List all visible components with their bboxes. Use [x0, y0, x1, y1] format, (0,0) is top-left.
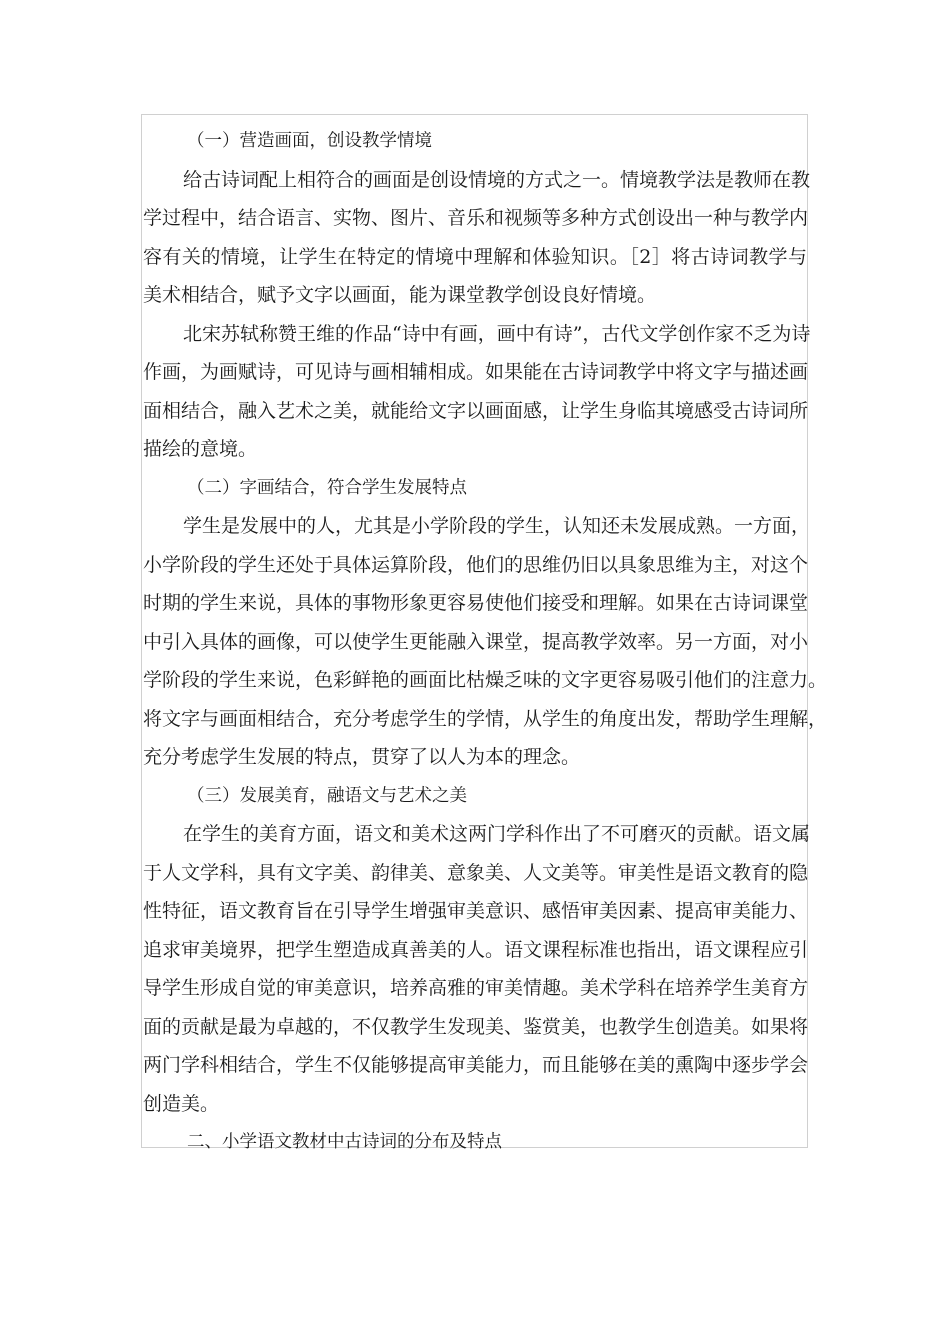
paragraph-4-line-4: 追求审美境界，把学生塑造成真善美的人。语文课程标准也指出，语文课程应引 [143, 938, 809, 961]
paragraph-3-line-4: 中引入具体的画像，可以使学生更能融入课堂，提高教学效率。另一方面，对小 [143, 630, 809, 653]
paragraph-4-line-5: 导学生形成自觉的审美意识，培养高雅的审美情趣。美术学科在培养学生美育方 [143, 977, 809, 999]
paragraph-3-line-5: 学阶段的学生来说，色彩鲜艳的画面比枯燥乏味的文字更容易吸引他们的注意力。 [143, 669, 828, 691]
paragraph-1-line-2: 学过程中，结合语言、实物、图片、音乐和视频等多种方式创设出一种与教学内 [143, 207, 809, 229]
paragraph-2-line-4: 描绘的意境。 [143, 438, 258, 460]
section-heading-1: （一）营造画面，创设教学情境 [187, 131, 432, 151]
paragraph-3-line-7: 充分考虑学生发展的特点，贯穿了以人为本的理念。 [143, 746, 581, 768]
paragraph-2-line-1: 北宋苏轼称赞王维的作品“诗中有画，画中有诗”，古代文学创作家不乏为诗 [183, 322, 811, 345]
paragraph-1-line-3: 容有关的情境，让学生在特定的情境中理解和体验知识。［2］将古诗词教学与 [143, 245, 807, 268]
paragraph-4-line-7: 两门学科相结合，学生不仅能够提高审美能力，而且能够在美的熏陶中逐步学会 [143, 1054, 809, 1076]
paragraph-1-line-4: 美术相结合，赋予文字以画面，能为课堂教学创设良好情境。 [143, 284, 657, 306]
document-body [143, 122, 828, 1162]
paragraph-3-line-1: 学生是发展中的人，尤其是小学阶段的学生，认知还未发展成熟。一方面， [183, 515, 811, 537]
section-heading-2: （二）字画结合，符合学生发展特点 [187, 477, 467, 498]
paragraph-3-line-3: 时期的学生来说，具体的事物形象更容易使他们接受和理解。如果在古诗词课堂 [143, 592, 809, 614]
chapter-heading: 二、小学语文教材中古诗词的分布及特点 [187, 1132, 502, 1152]
paragraph-3-line-6: 将文字与画面相结合，充分考虑学生的学情，从学生的角度出发，帮助学生理解， [143, 707, 828, 730]
paragraph-1-line-1: 给古诗词配上相符合的画面是创设情境的方式之一。情境教学法是教师在教 [183, 168, 811, 191]
paragraph-2-line-2: 作画，为画赋诗，可见诗与画相辅相成。如果能在古诗词教学中将文字与描述画 [143, 361, 809, 383]
paragraph-4-line-1: 在学生的美育方面，语文和美术这两门学科作出了不可磨灭的贡献。语文属 [183, 823, 811, 845]
section-heading-3: （三）发展美育，融语文与艺术之美 [187, 785, 467, 806]
paragraph-3-line-2: 小学阶段的学生还处于具体运算阶段，他们的思维仍旧以具象思维为主，对这个 [143, 553, 809, 576]
paragraph-4-line-2: 于人文学科，具有文字美、韵律美、意象美、人文美等。审美性是语文教育的隐 [143, 861, 809, 884]
paragraph-2-line-3: 面相结合，融入艺术之美，就能给文字以画面感，让学生身临其境感受古诗词所 [143, 399, 809, 422]
paragraph-4-line-6: 面的贡献是最为卓越的，不仅教学生发现美、鉴赏美，也教学生创造美。如果将 [143, 1015, 809, 1038]
paragraph-4-line-3: 性特征，语文教育旨在引导学生增强审美意识、感悟审美因素、提高审美能力、 [143, 900, 809, 922]
paragraph-4-line-8: 创造美。 [143, 1092, 220, 1115]
